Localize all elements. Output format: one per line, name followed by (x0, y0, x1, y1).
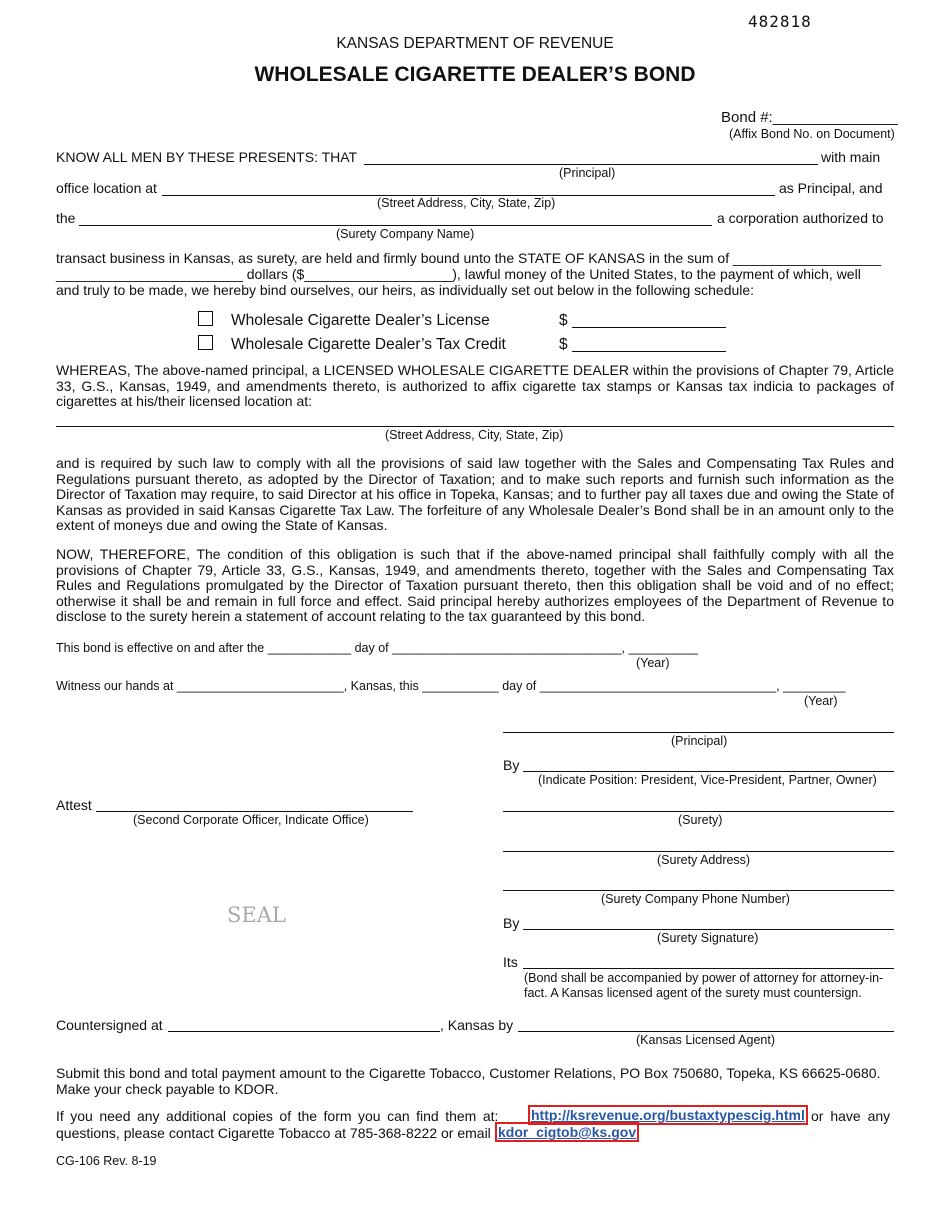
now-therefore-paragraph: NOW, THEREFORE, The condition of this obligation is such that if the above-named principal shall faithfully comply with all the provisions of Chapter 79, Article 33, G.S., Kansas, 1949, and amendments thereto, together with the Sales and Compensating Tax Rules and Regulations promulgated by the Director of Taxation pursuant thereto, then this obligation shall be void and of no effect; otherwise it shall be and remain in full force and effect. Said principal hereby authorizes employees of the Department of Revenue to disclose to the surety herein a statement of account relating to the tax guaranteed by this bond. (56, 546, 894, 625)
office-location-text: office location at (56, 180, 157, 196)
bond-number-label[interactable]: Bond #:_______________ (721, 109, 898, 126)
with-main-text: with main (821, 149, 881, 165)
tax-credit-amount-field[interactable] (572, 351, 726, 352)
form-number: CG-106 Rev. 8-19 (56, 1154, 157, 1168)
license-amount-field[interactable] (572, 327, 726, 328)
seal-mark: SEAL (227, 903, 286, 927)
surety-phone-field[interactable] (503, 890, 894, 891)
attest-label: Attest (56, 797, 92, 813)
email-link[interactable]: kdor_cigtob@ks.gov (495, 1122, 639, 1142)
its-label: Its (503, 954, 518, 970)
license-checkbox[interactable] (198, 311, 213, 326)
schedule-license-label: Wholesale Cigarette Dealer’s License (231, 312, 490, 329)
surety-field[interactable] (503, 811, 894, 812)
bond-number-hint: (Affix Bond No. on Document) (729, 127, 895, 141)
copies-prefix: If you need any additional copies of the form you can find them at: (56, 1108, 499, 1124)
schedule-tax-credit-label: Wholesale Cigarette Dealer’s Tax Credit (231, 336, 506, 353)
sum-line-3: and truly to be made, we hereby bind ourselves, our heirs, as individually set out below in the following schedule: (56, 282, 755, 298)
office-address-caption: (Street Address, City, State, Zip) (377, 196, 556, 210)
poa-note-line-2: fact. A Kansas licensed agent of the surety must countersign. (524, 986, 862, 1000)
whereas-paragraph: WHEREAS, The above-named principal, a LICENSED WHOLESALE CIGARETTE DEALER within the provisions of Chapter 79, Article 33, G.S., Kansas, 1949, and amendments thereto, is authorized to affix cigarette tax stamps or Kansas tax indicia to packages of cigarettes at his/their licensed location at: (56, 362, 894, 410)
kansas-agent-field[interactable] (518, 1031, 894, 1032)
copies-suffix: or have any (811, 1108, 891, 1124)
principal-name-field[interactable] (364, 164, 818, 165)
corporation-text: a corporation authorized to (717, 210, 884, 226)
poa-note-line-1: (Bond shall be accompanied by power of attorney for attorney-in- (524, 971, 884, 985)
sum-line-2: ________________________ dollars ($___________________), lawful money of the United States, to the payment of which, well (56, 266, 861, 282)
know-all-men-text: KNOW ALL MEN BY THESE PRESENTS: THAT (56, 149, 358, 165)
surety-address-field[interactable] (503, 851, 894, 852)
its-field[interactable] (523, 968, 894, 969)
surety-signature-caption: (Surety Signature) (657, 931, 759, 945)
kansas-agent-caption: (Kansas Licensed Agent) (636, 1033, 775, 1047)
agency-name: KANSAS DEPARTMENT OF REVENUE (336, 35, 614, 52)
surety-caption: (Surety) (678, 813, 723, 827)
surety-address-caption: (Surety Address) (657, 853, 751, 867)
attest-caption: (Second Corporate Officer, Indicate Office) (133, 813, 369, 827)
principal-caption: (Principal) (559, 166, 616, 180)
principal-signature-caption: (Principal) (671, 734, 728, 748)
surety-company-field[interactable] (79, 225, 712, 226)
surety-by-label: By (503, 915, 520, 931)
schedule-tax-credit-currency: $ (559, 336, 568, 353)
surety-company-caption: (Surety Company Name) (336, 227, 475, 241)
submit-line-1: Submit this bond and total payment amount to the Cigarette Tobacco, Customer Relations, PO Box 750680, Topeka, KS 66625-0680. (56, 1065, 881, 1081)
position-caption: (Indicate Position: President, Vice-President, Partner, Owner) (538, 773, 877, 787)
document-number: 482818 (748, 12, 812, 31)
witness-text[interactable]: Witness our hands at ________________________, Kansas, this ___________ day of __________________________________, _________ (56, 679, 846, 693)
submit-line-2: Make your check payable to KDOR. (56, 1080, 279, 1097)
submit-paragraph (56, 1066, 894, 1097)
witness-year-caption: (Year) (804, 694, 838, 708)
countersigned-label: Countersigned at (56, 1017, 163, 1033)
effective-year-caption: (Year) (636, 656, 670, 670)
surety-signature-field[interactable] (523, 929, 894, 930)
principal-by-field[interactable] (523, 771, 894, 772)
copies-line-2: questions, please contact Cigarette Tobacco at 785-368-8222 or email (56, 1125, 491, 1141)
form-url-link[interactable]: http://ksrevenue.org/bustaxtypescig.html (528, 1105, 808, 1125)
surety-phone-caption: (Surety Company Phone Number) (601, 892, 790, 906)
law-paragraph: and is required by such law to comply with all the provisions of said law together with the Sales and Compensating Tax Rules and Regulations pursuant thereto, as adopted by the Director of Taxation; and to make such reports and furnish such information as the Director of Taxation may require, to said Director at his office in Topeka, Kansas; and to further pay all taxes due and owing the State of Kansas as provided in said Kansas Cigarette Tax Law. The forfeiture of any Wholesale Dealer’s Bond shall be in an amount only to the extent of moneys due and owing the State of Kansas. (56, 455, 894, 534)
page-title: WHOLESALE CIGARETTE DEALER’S BOND (254, 63, 696, 86)
attest-field[interactable] (96, 811, 413, 812)
tax-credit-checkbox[interactable] (198, 335, 213, 350)
countersigned-location-field[interactable] (168, 1031, 440, 1032)
licensed-location-caption: (Street Address, City, State, Zip) (385, 428, 564, 442)
sum-line-1: transact business in Kansas, as surety, are held and firmly bound unto the STATE OF KANSAS in the sum of ___________________ (56, 250, 881, 266)
kansas-by-label: , Kansas by (440, 1017, 514, 1033)
principal-signature-field[interactable] (503, 732, 894, 733)
the-text: the (56, 210, 76, 226)
by-label: By (503, 757, 520, 773)
effective-date-text[interactable]: This bond is effective on and after the ____________ day of _________________________________, __________ (56, 641, 699, 655)
licensed-location-field[interactable] (56, 426, 894, 427)
as-principal-text: as Principal, and (779, 180, 883, 196)
schedule-license-currency: $ (559, 312, 568, 329)
